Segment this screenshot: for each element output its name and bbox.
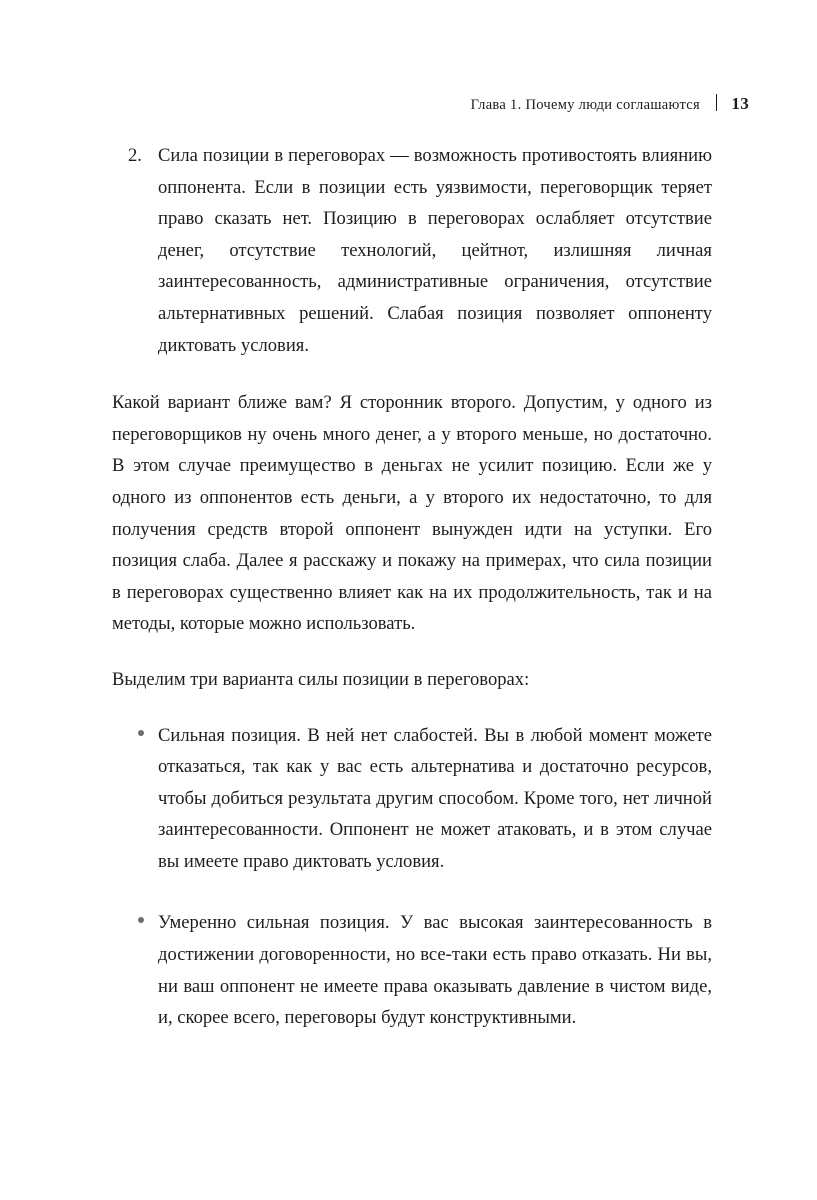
list-item [112,140,712,361]
list-item [112,907,712,1033]
bullet-list [112,720,712,1034]
body-paragraph: Выделим три варианта силы позиции в переговорах: [112,668,530,690]
running-header [0,92,749,114]
bullet-dot-icon [112,907,158,1033]
list-item-text: Умеренно сильная позиция. У вас высокая заинтересованность в достижении договоренности, но все-таки есть право отказать. Ни вы, ни ваш оппонент не имеете права оказывать давление в чистом виде, и, скорее всего, переговоры будут конструктивными. [158,912,712,1029]
body-paragraph: Какой вариант ближе вам? Я сторонник второго. Допустим, у одного из переговорщиков ну очень много денег, а у второго меньше, но достаточно. В этом случае преимущество в деньгах не усилит позицию. Если же у одного из оппонентов есть деньги, а у второго их недостаточно, то для получения средств второй оппонент вынужден идти на уступки. Его позиция слаба. Далее я расскажу и покажу на примерах, что сила позиции в переговорах существенно влияет как на их продолжительность, так и на методы, которые можно использовать. [112,392,712,635]
header-divider [716,94,717,111]
list-item-marker: 2. [128,145,142,166]
bullet-dot-icon [112,720,158,878]
list-item-text: Сильная позиция. В ней нет слабостей. Вы в любой момент можете отказаться, так как у вас есть альтернатива и достаточно ресурсов, чтобы добиться результата другим способом. Кроме того, нет личной заинтересованности. Оппонент не может атаковать, и в этом случае вы имеете право диктовать условия. [158,724,712,872]
list-item-text: Сила позиции в переговорах — возможность противостоять влиянию оппонента. Если в позиции есть уязвимости, переговорщик теряет право сказать нет. Позицию в переговорах ослабляет отсутствие денег, отсутствие технологий, цейтнот, излишняя личная заинтересованность, административные ограничения, отсутствие альтернативных решений. Слабая позиция позволяет оппоненту диктовать условия. [158,145,712,356]
list-item [112,720,712,878]
chapter-title: Глава 1. Почему люди соглашаются [470,97,700,113]
page-number: 13 [731,94,749,113]
page-content [112,140,712,1064]
